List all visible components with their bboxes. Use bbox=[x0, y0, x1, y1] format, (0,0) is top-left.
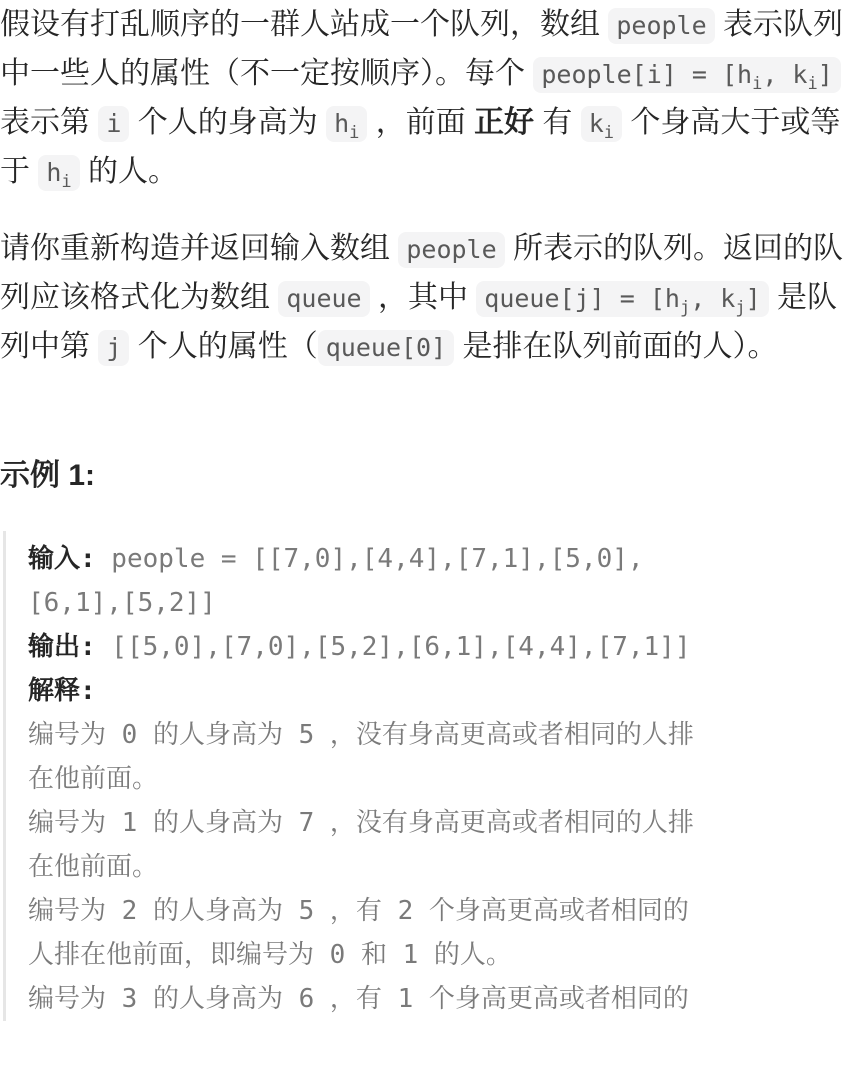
text-run: 表示队列中一些人的属性（不一定按顺序）。每个 bbox=[0, 8, 843, 90]
example-line: 人排在他前面，即编号为 0 和 1 的人。 bbox=[28, 940, 512, 970]
text-run: 假设有打乱顺序的一群人站成一个队列，数组 bbox=[0, 8, 609, 41]
example-heading: 示例 1: bbox=[0, 459, 96, 492]
text-run: ，其中 bbox=[369, 281, 477, 314]
example-block bbox=[3, 531, 848, 1021]
example-line: 编号为 3 的人身高为 6 ，有 1 个身高更高或者相同的 bbox=[28, 984, 689, 1014]
text-run: 是排在队列前面的人）。 bbox=[454, 330, 778, 363]
inline-code: $h_i$ bbox=[326, 106, 367, 142]
subscript: i bbox=[752, 74, 763, 94]
subscript: j bbox=[679, 298, 691, 318]
example-line: 输出: [[5,0],[7,0],[5,2],[6,1],[4,4],[7,1]] bbox=[28, 632, 691, 662]
example-line: [6,1],[5,2]] bbox=[28, 588, 216, 618]
inline-code: j bbox=[98, 330, 129, 366]
inline-code: $h_i$ bbox=[38, 155, 79, 191]
paragraph bbox=[0, 225, 848, 372]
paragraph bbox=[0, 1, 848, 197]
subscript: i bbox=[349, 123, 360, 143]
example-line: 在他前面。 bbox=[28, 852, 159, 882]
text-run: 表示第 bbox=[0, 106, 99, 139]
inline-code: queue bbox=[278, 281, 369, 317]
text-run: 所表示的队列。返回的队列应该格式化为数组 bbox=[0, 232, 843, 314]
inline-code: people[i] = [$h_i$, $k_i$] bbox=[533, 57, 840, 93]
example-line bbox=[28, 669, 848, 713]
example-line: 在他前面。 bbox=[28, 764, 159, 794]
subscript: i bbox=[61, 172, 72, 192]
example-line: 输入: people = [[7,0],[4,4],[7,1],[5,0], bbox=[28, 544, 644, 574]
bold-text: 正好 bbox=[474, 106, 535, 139]
description-paragraphs bbox=[0, 1, 848, 372]
inline-code: people bbox=[608, 8, 714, 44]
subscript: i bbox=[807, 74, 818, 94]
inline-code: $k_i$ bbox=[581, 106, 622, 142]
example-line: 编号为 0 的人身高为 5 ，没有身高更高或者相同的人排 bbox=[28, 720, 694, 750]
text-run: 个人的属性（ bbox=[129, 330, 318, 363]
inline-code: queue[j] = [$h_j$, $k_j$] bbox=[476, 281, 768, 317]
inline-code: i bbox=[98, 106, 129, 142]
text-run: 有 bbox=[534, 106, 581, 139]
text-run: 个人的身高为 bbox=[129, 106, 327, 139]
inline-code: people bbox=[398, 232, 504, 268]
inline-code: queue[0] bbox=[318, 330, 454, 366]
example-label: 输入: bbox=[28, 544, 96, 574]
text-run: ，前面 bbox=[367, 106, 475, 139]
example-label: 解释: bbox=[28, 676, 96, 706]
example-line: 编号为 1 的人身高为 7 ，没有身高更高或者相同的人排 bbox=[28, 808, 694, 838]
subscript: j bbox=[735, 298, 746, 318]
text-run: 请你重新构造并返回输入数组 bbox=[0, 232, 399, 265]
text-run: 个身高大于或等于 bbox=[0, 106, 841, 188]
text-run: 的人。 bbox=[79, 155, 178, 188]
subscript: i bbox=[603, 123, 615, 143]
example-line: 编号为 2 的人身高为 5 ，有 2 个身高更高或者相同的 bbox=[28, 896, 689, 926]
text-run: 是队列中第 bbox=[0, 281, 838, 363]
example-label: 输出: bbox=[28, 632, 96, 662]
